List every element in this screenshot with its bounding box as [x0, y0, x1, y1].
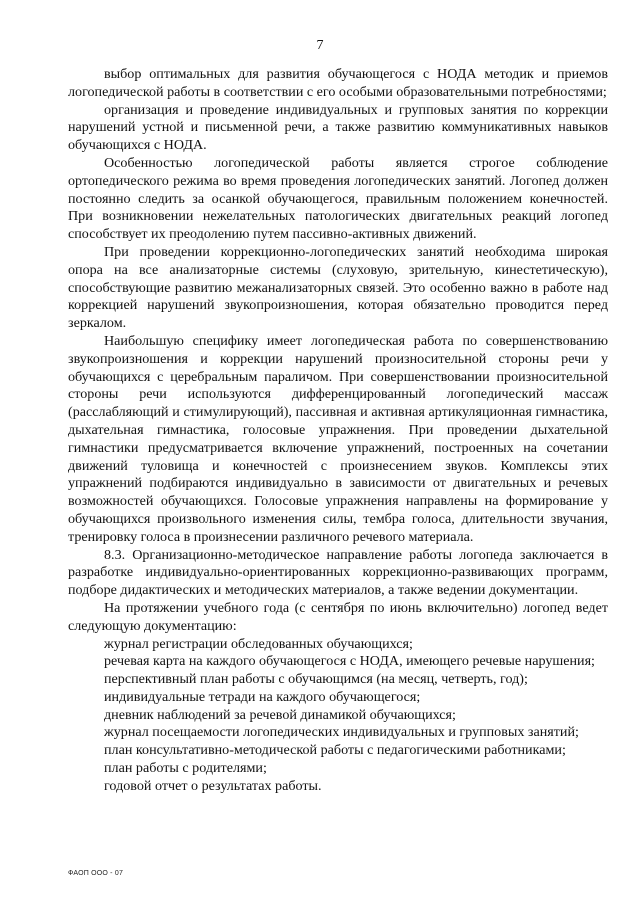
doc-list-item: индивидуальные тетради на каждого обучающегося; — [104, 688, 421, 705]
paragraph-orthopedic-regime: Особенностью логопедической работы является строгое соблюдение ортопедического режима во время проведения логопедических занятий. Логопед должен постоянно следить за осанкой обучающегося, правильным положением конечностей. При возникновении нежелательных патологических двигательных реакций логопед способствует их преодолению путем пассивно-активных движений. — [68, 154, 608, 243]
paragraph-analyzer-systems: При проведении коррекционно-логопедических занятий необходима широкая опора на все анализаторные системы (слуховую, зрительную, кинестетическую), способствующие развитию межанализаторных связей. Это особенно важно в работе над коррекцией нарушений звукопроизношения, которая обязательно проводится перед зеркалом. — [68, 243, 608, 332]
page-number: 7 — [316, 38, 324, 53]
doc-list-item: перспективный план работы с обучающимся (на месяц, четверть, год); — [104, 671, 528, 688]
paragraph-documentation-intro: На протяжении учебного года (с сентября по июнь включительно) логопед ведет следующую документацию: — [68, 599, 608, 634]
doc-list-item: дневник наблюдений за речевой динамикой обучающихся; — [104, 706, 456, 723]
paragraph-methods-selection: выбор оптимальных для развития обучающегося с НОДА методик и приемов логопедической работы в соответствии с его особыми образовательными потребностями; — [68, 66, 608, 100]
doc-list-item: план работы с родителями; — [104, 760, 267, 777]
paragraph-pronunciation-specifics: Наибольшую специфику имеет логопедическая работа по совершенствованию звукопроизношения и коррекции нарушений произносительной стороны речи у обучающихся с церебральным параличом. При совершенствовании произносительной стороны речи используются дифференцированный логопедический массаж (расслабляющий и стимулирующий), пассивная и активная артикуляционная гимнастика, дыхательная гимнастика, голосовые упражнения. При проведении дыхательной гимнастики предусматривается включение упражнений, построенных на сочетании движений туловища и конечностей с произнесением звуков. Комплексы этих упражнений подбираются индивидуально в зависимости от двигательных и речевых возможностей обучающихся. Голосовые упражнения направлены на формирование у обучающихся произвольного изменения силы, тембра голоса, длительности звучания, тренировку голоса в произнесении различного речевого материала. — [68, 332, 608, 545]
doc-list-item: журнал посещаемости логопедических индивидуальных и групповых занятий; — [104, 724, 579, 741]
doc-list-item: план консультативно-методической работы с педагогическими работниками; — [104, 742, 566, 759]
paragraph-organization: организация и проведение индивидуальных и групповых занятия по коррекции нарушений устной и письменной речи, а также развитию коммуникативных навыков обучающихся с НОДА. — [68, 101, 608, 154]
page-body — [68, 66, 608, 796]
paragraph-section-8-3: 8.3. Организационно-методическое направление работы логопеда заключается в разработке индивидуально-ориентированных коррекционно-развивающих программ, подборе дидактических и методических материалов, а также ведении документации. — [68, 546, 608, 599]
doc-list-item: речевая карта на каждого обучающегося с НОДА, имеющего речевые нарушения; — [104, 653, 595, 670]
doc-list-item: годовой отчет о результатах работы. — [104, 777, 322, 794]
page-footer: ФАОП ООО - 07 — [68, 870, 124, 877]
doc-list-item: журнал регистрации обследованных обучающихся; — [104, 635, 413, 652]
